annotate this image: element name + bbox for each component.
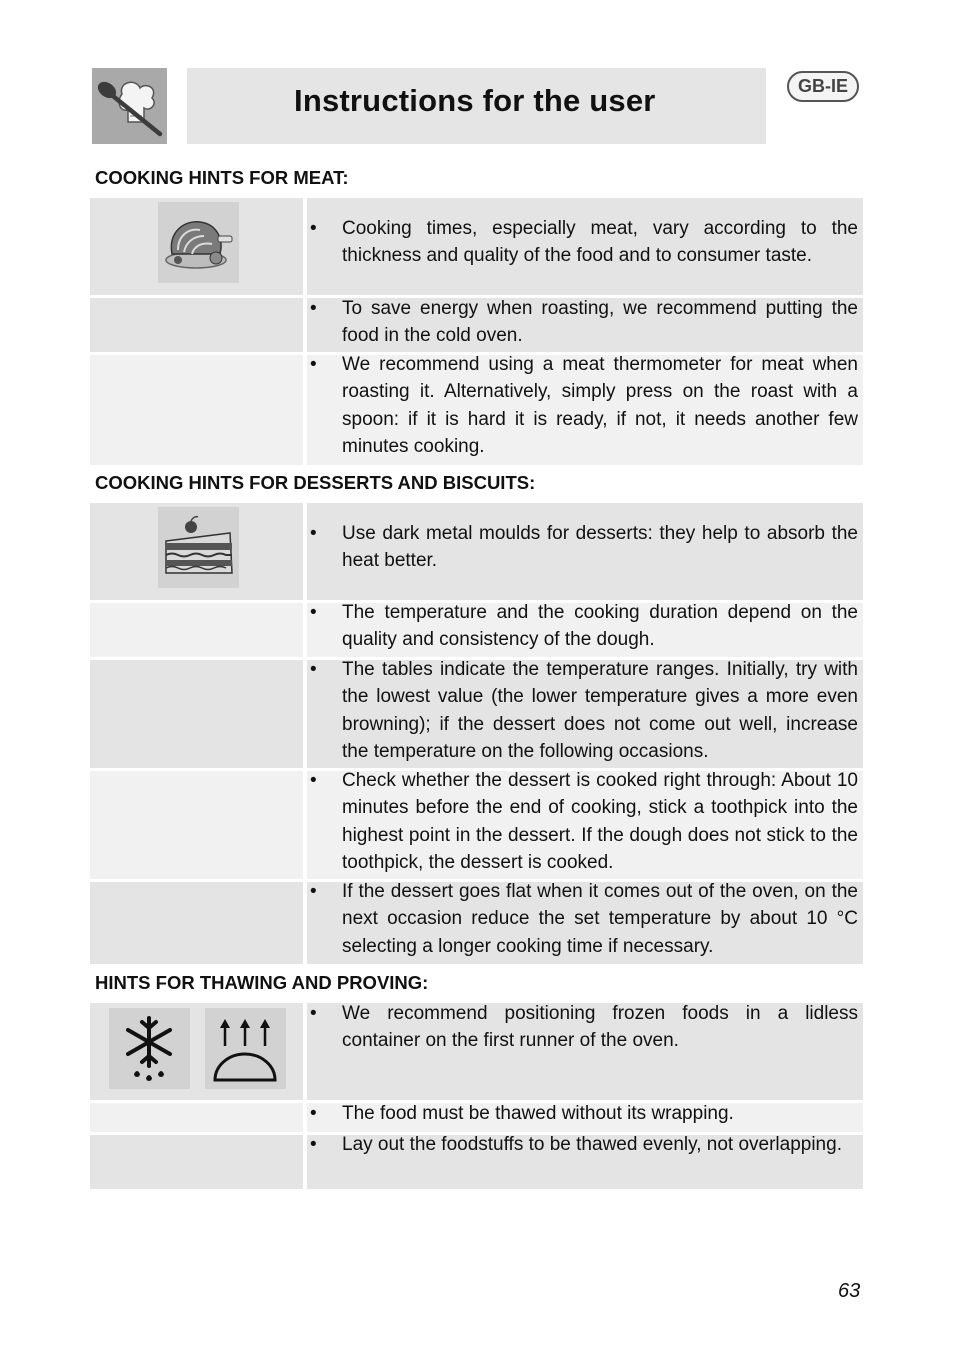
hint-text: If the dessert goes flat when it comes out of the oven, on the next occasion reduce the set temperature by about 10 °C selecting a longer cooking time if necessary. [342,881,858,957]
bullet: • [310,659,317,680]
bullet: • [310,602,317,623]
language-badge: GB-IE [787,71,859,102]
hint-text: Lay out the foodstuffs to be thawed evenly, not overlapping. [342,1134,842,1155]
meat-row-3 [90,355,863,465]
bullet: • [310,298,317,319]
thawing-icon [109,1008,190,1089]
hint-text: We recommend using a meat thermometer for meat when roasting it. Alternatively, simply press on the roast with a spoon: if it is hard it is ready, if not, it needs another few minutes cooking. [342,354,858,457]
desserts-row-2 [90,603,863,657]
bullet: • [310,770,317,791]
hint-text: We recommend positioning frozen foods in a lidless container on the first runner of the oven. [342,1003,858,1052]
hint-text: The temperature and the cooking duration depend on the quality and consistency of the dough. [342,602,858,651]
bullet: • [310,218,317,239]
bullet: • [310,523,317,544]
desserts-row-5 [90,882,863,964]
section-heading-thawing: HINTS FOR THAWING AND PROVING: [95,972,429,993]
thawing-row-3 [90,1135,863,1189]
page-number: 63 [838,1280,861,1302]
desserts-row-3 [90,660,863,768]
bullet: • [310,354,317,375]
title-banner [187,68,766,144]
roast-meat-icon [158,202,239,283]
hint-text: Use dark metal moulds for desserts: they help to absorb the heat better. [342,523,858,572]
page-title: Instructions for the user [294,83,656,118]
bullet: • [310,1103,317,1124]
cake-slice-icon [158,507,239,588]
section-heading-meat: COOKING HINTS FOR MEAT: [95,167,349,188]
hint-text: To save energy when roasting, we recommend putting the food in the cold oven. [342,298,858,347]
hint-text: Cooking times, especially meat, vary according to the thickness and quality of the food and to consumer taste. [342,218,858,267]
bullet: • [310,1134,317,1155]
chef-hat-spoon-icon [92,68,167,144]
hint-text: The tables indicate the temperature ranges. Initially, try with the lowest value (the lower temperature gives a more even browning); if the dessert does not come out well, increase the temperature on the following occasions. [342,659,858,762]
section-heading-desserts: COOKING HINTS FOR DESSERTS AND BISCUITS: [95,472,536,493]
chef-spoon-logo [92,68,167,144]
desserts-row-1 [90,503,863,600]
proving-icon [205,1008,286,1089]
hint-text: The food must be thawed without its wrapping. [342,1103,734,1124]
desserts-row-4 [90,771,863,879]
thawing-row-1 [90,1003,863,1100]
bullet: • [310,881,317,902]
hint-text: Check whether the dessert is cooked right through: About 10 minutes before the end of cooking, stick a toothpick into the highest point in the dessert. If the dough does not stick to the toothpick, the dessert is cooked. [342,770,858,873]
bullet: • [310,1003,317,1024]
meat-row-1 [90,198,863,295]
meat-row-2 [90,298,863,352]
thawing-row-2 [90,1103,863,1132]
